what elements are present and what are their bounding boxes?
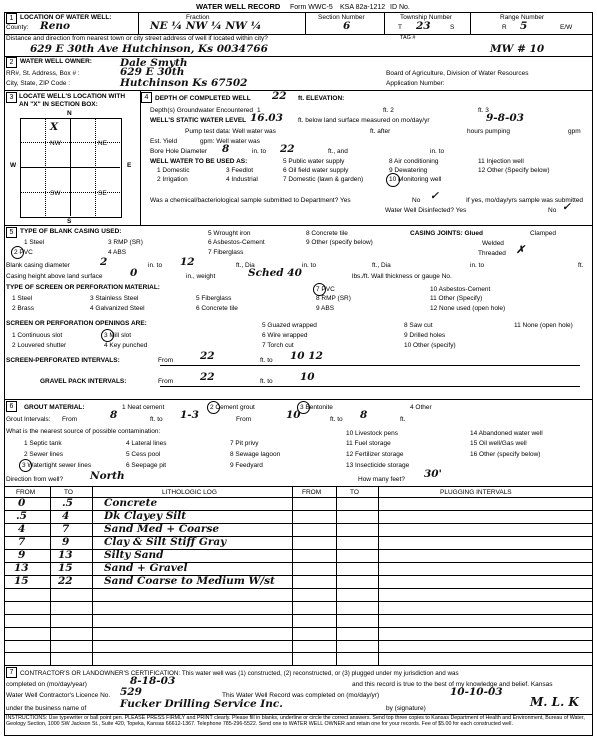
record-text: and this record is true to the best of my knowledge and belief. Kansas	[352, 681, 553, 688]
log-to-header: TO	[64, 489, 73, 496]
contam-sewer: 2 Sewer lines	[24, 451, 64, 458]
use-label: WELL WATER TO BE USED AS:	[150, 158, 248, 165]
business-value: Fucker Drilling Service Inc.	[120, 698, 283, 710]
g2-to: 8	[360, 409, 368, 421]
pump-after: ft. after	[370, 128, 391, 135]
pump-label: Pump test data: Well water was	[185, 128, 276, 135]
use-industrial: 4 Industrial	[226, 176, 258, 183]
chem-no: No	[412, 197, 421, 204]
south-label: S	[67, 218, 72, 225]
screen-brass: 2 Brass	[12, 305, 35, 312]
business-label: under the business name of	[6, 705, 87, 712]
log-row-to: .5	[62, 497, 73, 509]
use-monitoring: 10 Monitoring well	[389, 176, 442, 183]
g1-to-label: ft. to	[150, 416, 163, 423]
form-number: Form WWC-5	[290, 4, 333, 11]
diam-value: 2	[100, 256, 108, 268]
township-t: T	[398, 24, 402, 31]
range-ew: E/W	[560, 24, 573, 31]
grout-bentonite: 3 Bentonite	[300, 404, 333, 411]
bore-in-to: in. to	[252, 148, 267, 155]
completed2-label: This Water Well Record was completed on (mo/day/yr)	[222, 692, 380, 699]
license-value: 529	[120, 686, 142, 698]
log-row-desc: Clay & Silt Stiff Gray	[104, 536, 227, 548]
gravel-from: 22	[200, 371, 215, 383]
use-other: 12 Other (Specify below)	[478, 167, 550, 174]
completed-date: 8-18-03	[130, 675, 176, 687]
screen-concrete: 6 Concrete tile	[196, 305, 238, 312]
casing-other: 9 Other (specify below)	[306, 239, 373, 246]
casing-asbestos: 6 Asbestos-Cement	[208, 239, 265, 246]
gravel-to-label: ft. to	[260, 378, 273, 385]
open-torch: 7 Torch cut	[262, 342, 294, 349]
open-continuous: 1 Continuous slot	[12, 332, 63, 339]
static-desc: ft. below land surface measured on mo/day/yr	[298, 117, 430, 124]
feet-value: 30'	[424, 468, 442, 480]
g1-from: 8	[110, 409, 118, 421]
open-other: 10 Other (specify)	[404, 342, 456, 349]
static-label: WELL'S STATIC WATER LEVEL	[150, 117, 247, 124]
casing-pvc: 2 PVC	[14, 249, 33, 256]
bore-in-to2: in. to	[430, 148, 445, 155]
range-value: 5	[520, 20, 528, 32]
g2-ft: ft.	[400, 416, 406, 423]
use-air: 8 Air conditioning	[389, 158, 439, 165]
bore-to: 22	[280, 143, 295, 155]
log-row-desc: Sand + Gravel	[104, 562, 188, 574]
monitoring-circle	[386, 173, 400, 187]
chem-if-yes: If yes, mo/day/yrs sample was submitted	[466, 197, 584, 204]
contam-watertight: 3 Watertight sewer lines	[22, 462, 92, 469]
screen-label: TYPE OF SCREEN OR PERFORATION MATERIAL:	[6, 284, 160, 291]
contam-oilwell: 15 Oil well/Gas well	[470, 440, 527, 447]
township-value: 23	[416, 20, 431, 32]
g1-from-label: From	[62, 416, 78, 423]
bore-label: Bore Hole Diameter	[150, 148, 208, 155]
board-label: Board of Agriculture, Division of Water Resources	[386, 70, 529, 77]
use-domestic: 1 Domestic	[157, 167, 190, 174]
screen-rmp: 8 RMP (SR)	[316, 295, 351, 302]
cement-circle	[207, 401, 220, 414]
contam-fertilizer: 12 Fertilizer storage	[346, 451, 404, 458]
perf-to-label: ft. to	[260, 357, 273, 364]
casing-fiberglass: 7 Fiberglass	[208, 249, 244, 256]
grout-cement: 2 Cement grout	[210, 404, 255, 411]
open-saw: 8 Saw cut	[404, 322, 433, 329]
pump-hours: hours pumping	[467, 128, 510, 135]
form-title: WATER WELL RECORD	[196, 2, 281, 11]
diam-in-to: in. to	[148, 262, 163, 269]
open-louvered: 2 Louvered shutter	[12, 342, 67, 349]
screen-asbestos: 10 Asbestos-Cement	[430, 286, 491, 293]
log-row-from: 0	[18, 497, 26, 509]
yield-gpm: gpm: Well water was	[200, 138, 260, 145]
grout-other: 4 Other	[410, 404, 432, 411]
tag-label: TAG #	[400, 35, 416, 41]
section-4-number: 4	[141, 92, 152, 103]
license-label: Water Well Contractor's Licence No.	[6, 692, 111, 699]
contam-feedyard: 9 Feedyard	[230, 462, 263, 469]
contam-privy: 7 Pit privy	[230, 440, 259, 447]
g2-from-label: From	[236, 416, 252, 423]
perf-to: 10 12	[290, 350, 323, 362]
gw-label: Depth(s) Groundwater Encountered	[150, 107, 253, 114]
gw-ft2: ft. 2	[383, 107, 394, 114]
mill-circle	[101, 329, 114, 342]
log-row-from: 13	[14, 562, 29, 574]
screen-stainless: 3 Stainless Steel	[90, 295, 139, 302]
casing-wrought: 5 Wrought iron	[208, 230, 251, 237]
use-public: 5 Public water supply	[283, 158, 345, 165]
screen-galvanized: 4 Galvanized Steel	[90, 305, 145, 312]
owner-value: Dale Smyth	[120, 57, 188, 69]
se-label: SE	[98, 190, 107, 197]
use-lawn: 7 Domestic (lawn & garden)	[283, 176, 364, 183]
log-row-from: .5	[16, 510, 27, 522]
north-label: N	[67, 110, 72, 117]
street-label: RR#, St. Address, Box # :	[6, 70, 80, 77]
litho-header: LITHOLOGIC LOG	[162, 489, 217, 496]
well-location-mark: X	[50, 121, 59, 133]
cert-text: CONTRACTOR'S OR LANDOWNER'S CERTIFICATION: This water well was (1) constructed, (2) reconstructed, or (3) plugged under my jurisdiction and was	[20, 670, 459, 677]
intervals-label: Grout Intervals:	[6, 416, 51, 423]
contam-label: What is the nearest source of possible contamination:	[6, 428, 161, 435]
sw-label: SW	[50, 190, 61, 197]
static-value: 16.03	[250, 112, 283, 124]
weight-value: Sched 40	[248, 267, 302, 279]
feet-label: How many feet?	[358, 476, 405, 483]
distance-label: Distance and direction from nearest town or city street address of well if located within city?	[6, 35, 268, 42]
use-dewatering: 9 Dewatering	[389, 167, 428, 174]
gw-1: 1	[257, 107, 261, 114]
log-row-to: 4	[62, 510, 70, 522]
section-number-value: 6	[343, 20, 351, 32]
g2-from: 10	[286, 409, 301, 421]
section-box	[20, 118, 122, 218]
section-7-number: 7	[6, 667, 17, 678]
screen-steel: 1 Steel	[12, 295, 33, 302]
openings-label: SCREEN OR PERFORATION OPENINGS ARE:	[6, 320, 147, 327]
diam-in-to2: in. to	[302, 262, 317, 269]
completed2-date: 10-10-03	[450, 686, 503, 698]
open-key: 4 Key punched	[104, 342, 148, 349]
street-value: 629 E 30th	[120, 66, 185, 78]
township-s: S	[450, 24, 455, 31]
open-none: 11 None (open hole)	[514, 322, 573, 329]
log-row-to: 9	[62, 536, 70, 548]
use-feedlot: 3 Feedlot	[226, 167, 254, 174]
section-number-label: Section Number	[318, 14, 365, 21]
height-label: Casing height above land surface	[6, 273, 103, 280]
log-row-from: 4	[18, 523, 26, 535]
use-oilfield: 6 Oil field water supply	[283, 167, 349, 174]
casing-rmp: 3 RMP (SR)	[108, 239, 143, 246]
watertight-circle	[19, 459, 32, 472]
contam-seepage: 6 Seepage pit	[126, 462, 167, 469]
depth-value: 22	[272, 90, 287, 102]
log-row-to: 15	[58, 562, 73, 574]
id-label: ID No.	[390, 4, 410, 11]
plug-to-header: TO	[350, 489, 359, 496]
casing-label: TYPE OF BLANK CASING USED:	[20, 228, 122, 235]
log-row-from: 7	[18, 536, 26, 548]
log-row-desc: Silty Sand	[104, 549, 164, 561]
contam-insecticide: 13 Insecticide storage	[346, 462, 410, 469]
joints-threaded: Threaded	[478, 250, 506, 257]
open-mill: 3 Mill slot	[104, 332, 132, 339]
gravel-to: 10	[300, 371, 315, 383]
contam-abandoned: 14 Abandoned water well	[470, 430, 543, 437]
lbs-label: lbs./ft. Wall thickness or gauge No.	[352, 273, 452, 280]
contam-lagoon: 8 Sewage lagoon	[230, 451, 281, 458]
open-wire: 6 Wire wrapped	[262, 332, 308, 339]
gravel-from-label: From	[158, 378, 174, 385]
log-row-desc: Sand Coarse to Medium W/st	[104, 575, 275, 587]
diam-in-to3: in. to	[470, 262, 485, 269]
pvc-circle	[11, 246, 24, 259]
open-drilled: 9 Drilled holes	[404, 332, 446, 339]
log-row-from: 9	[18, 549, 26, 561]
yield-label: Est. Yield	[150, 138, 178, 145]
use-injection: 11 Injection well	[478, 158, 524, 165]
chem-label: Was a chemical/bacteriological sample submitted to Department? Yes	[150, 197, 351, 204]
county-value: Reno	[40, 20, 71, 32]
diam-ft-dia: ft., Dia	[236, 262, 255, 269]
app-number-label: Application Number:	[386, 80, 445, 87]
east-label: E	[127, 162, 132, 169]
s1-label: LOCATION OF WATER WELL:	[20, 14, 112, 21]
section-1-number: 1	[6, 13, 17, 24]
completed-label: completed on (mo/day/year)	[6, 681, 87, 688]
county-label: County:	[6, 24, 29, 31]
range-label: Range Number	[500, 14, 545, 21]
mw-value: MW # 10	[490, 43, 545, 55]
open-gauzed: 5 Guazed wrapped	[262, 322, 317, 329]
section-5-number: 5	[6, 227, 17, 238]
casing-abs: 4 ABS	[108, 249, 127, 256]
elevation-label: ft. ELEVATION:	[298, 95, 345, 102]
contam-cess: 5 Cess pool	[126, 451, 161, 458]
threaded-mark: ✗	[516, 244, 525, 256]
signature-value: M. L. K	[530, 695, 579, 709]
section-3-number: 3	[6, 92, 17, 103]
perf-from-label: From	[158, 357, 174, 364]
instructions-text: INSTRUCTIONS: Use typewriter or ball point pen. PLEASE PRESS FIRMLY and PRINT clearly. Please fill in blanks, underline or circle the correct answers. Send top three copies to Kansas Department of Health and Environment, Bureau of Water, Geology Section, 1000 SW Jackson St., Suite 420, Topeka, Kansas 66612-1367. Telephone 785-296-5522. Send one to WATER WELL OWNER and retain one for your records. Fee of $5.00 for each constructed well.	[6, 715, 585, 728]
plug-header: PLUGGING INTERVALS	[440, 489, 512, 496]
plug-from-header: FROM	[302, 489, 322, 496]
grout-label: GROUT MATERIAL:	[24, 404, 85, 411]
log-row-desc: Concrete	[104, 497, 158, 509]
contam-fuel: 11 Fuel storage	[346, 440, 391, 447]
screen-other: 11 Other (Specify)	[430, 295, 483, 302]
section-2-number: 2	[6, 57, 17, 68]
direction-label: Direction from well?	[6, 476, 64, 483]
joints-clamped: Clamped	[530, 230, 557, 237]
fraction-label: Fraction	[186, 14, 210, 21]
signature-label: by (signature)	[386, 705, 426, 712]
depth-label: DEPTH OF COMPLETED WELL	[155, 95, 251, 102]
contam-livestock: 10 Livestock pens	[346, 430, 399, 437]
log-row-desc: Sand Med + Coarse	[104, 523, 220, 535]
city-label: City, State, ZIP Code :	[6, 80, 71, 87]
screen-none: 12 None used (open hole)	[430, 305, 506, 312]
diam-label: Blank casing diameter	[6, 262, 70, 269]
bore-value: 8	[222, 143, 230, 155]
screen-abs: 9 ABS	[316, 305, 335, 312]
joints-welded: Welded	[482, 240, 504, 247]
log-row-to: 7	[62, 523, 70, 535]
disinfected-check: ✓	[562, 201, 571, 213]
log-row-from: 15	[14, 575, 29, 587]
chem-check: ✓	[430, 190, 439, 202]
weight-label: in., weight	[186, 273, 216, 280]
diam-ft: ft.	[578, 262, 584, 269]
height-value: 0	[130, 267, 138, 279]
disinfected-no: No	[548, 207, 557, 214]
use-irrigation: 2 Irrigation	[157, 176, 188, 183]
township-label: Township Number	[400, 14, 453, 21]
screen-fiberglass: 5 Fiberglass	[196, 295, 232, 302]
gravel-label: GRAVEL PACK INTERVALS:	[40, 378, 127, 385]
bore-ft-and: ft., and	[328, 148, 348, 155]
g1-to: 1-3	[180, 409, 199, 421]
s2-label: WATER WELL OWNER:	[20, 58, 92, 65]
s3-label: LOCATE WELL'S LOCATION WITH	[19, 93, 126, 100]
screen-pvc: 7 PVC	[316, 286, 335, 293]
range-r: R	[502, 24, 507, 31]
diam-ft-dia2: ft., Dia	[372, 262, 391, 269]
s3-label2: AN "X" IN SECTION BOX:	[19, 101, 98, 108]
pump-gpm: gpm	[568, 128, 581, 135]
city-value: Hutchinson Ks 67502	[120, 77, 248, 89]
casing-concrete: 8 Concrete tile	[306, 230, 348, 237]
fraction-value: NE ¼ NW ¼ NW ¼	[150, 20, 262, 32]
casing-steel: 1 Steel	[24, 239, 45, 246]
contam-septic: 1 Septic tank	[24, 440, 62, 447]
log-row-to: 13	[58, 549, 73, 561]
perf-from: 22	[200, 350, 215, 362]
diam-to: 12	[180, 256, 195, 268]
ne-label: NE	[98, 140, 108, 147]
joints-glued: CASING JOINTS: Glued	[410, 230, 483, 237]
section-6-number: 6	[6, 401, 17, 412]
address-value: 629 E 30th Ave Hutchinson, Ks 0034766	[30, 43, 268, 55]
g2-to-label: ft. to	[330, 416, 343, 423]
nw-label: NW	[50, 140, 61, 147]
direction-value: North	[90, 470, 125, 482]
west-label: W	[10, 162, 17, 169]
contam-other: 16 Other (specify below)	[470, 451, 541, 458]
perf-label: SCREEN-PERFORATED INTERVALS:	[6, 357, 120, 364]
gw-ft3: ft. 3	[478, 107, 489, 114]
log-from-header: FROM	[16, 489, 36, 496]
log-row-desc: Dk Clayey Silt	[104, 510, 187, 522]
disinfected-label: Water Well Disinfected? Yes	[385, 207, 467, 214]
log-row-to: 22	[58, 575, 73, 587]
static-date: 9-8-03	[486, 112, 524, 124]
contam-lateral: 4 Lateral lines	[126, 440, 167, 447]
grout-neat: 1 Neat cement	[122, 404, 165, 411]
ksa-number: KSA 82a-1212	[340, 4, 386, 11]
